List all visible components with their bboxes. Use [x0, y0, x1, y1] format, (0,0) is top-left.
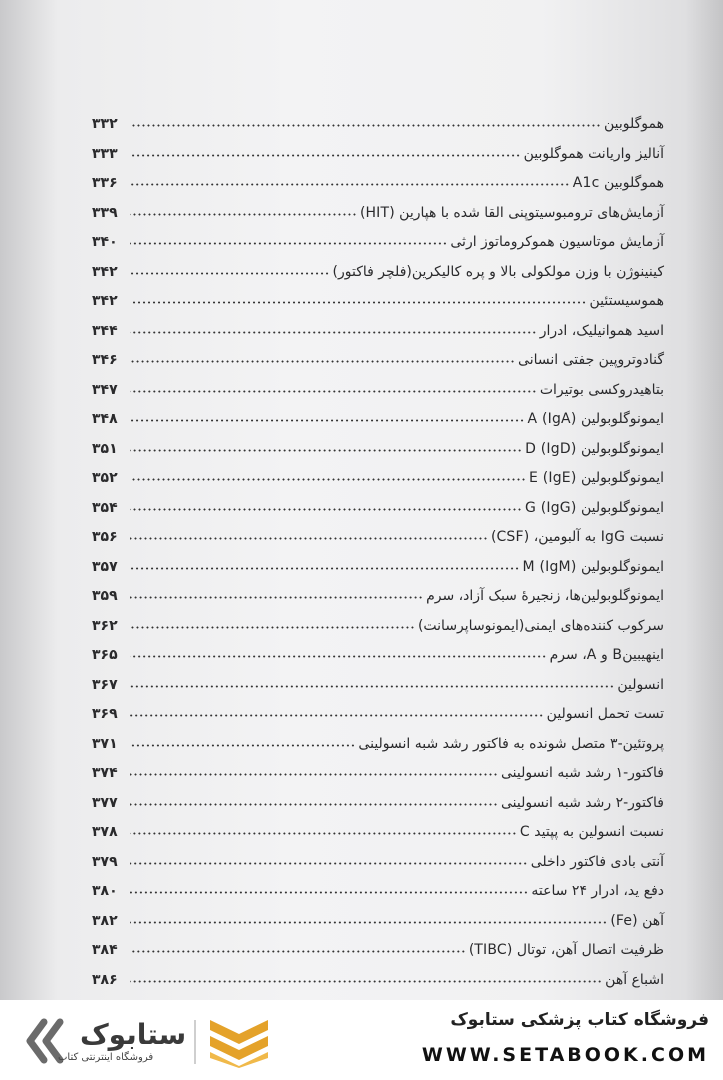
toc-entry — [92, 962, 664, 988]
setabook-logo-icon — [206, 1016, 272, 1068]
dot-leader — [130, 183, 570, 186]
dot-leader — [130, 124, 601, 127]
toc-entry-title: آزمایش موتاسیون هموکروماتوز ارثی — [450, 234, 664, 250]
toc-entry-title: ظرفیت اتصال آهن، توتال (TIBC) — [468, 942, 664, 958]
toc-entry — [92, 696, 664, 722]
toc-entry — [92, 431, 664, 457]
setabook-logo — [28, 1016, 278, 1068]
toc-entry-page-number: ۳۳۲ — [92, 116, 118, 132]
toc-entry — [92, 165, 664, 191]
toc-entry-page-number: ۳۴۴ — [92, 323, 118, 339]
toc-entry — [92, 106, 664, 132]
toc-entry-page-number: ۳۴۰ — [92, 234, 118, 250]
toc-entry — [92, 372, 664, 398]
toc-entry-title: اینهیبینB و A، سرم — [549, 647, 664, 663]
toc-entry — [92, 224, 664, 250]
toc-entry-page-number: ۳۶۷ — [92, 677, 118, 693]
store-name: فروشگاه کتاب پزشکی ستابوک — [450, 1010, 709, 1030]
toc-entry-title: دفع ید، ادرار ۲۴ ساعته — [531, 883, 664, 899]
dot-leader — [130, 154, 521, 157]
toc-entry-page-number: ۳۵۲ — [92, 470, 118, 486]
toc-entry-title: ایمونوگلوبولین D (IgD) — [525, 441, 664, 457]
dot-leader — [130, 213, 357, 216]
toc-entry — [92, 873, 664, 899]
toc-entry-title: هموگلوبین A1c — [572, 175, 664, 191]
logo-subtitle: فروشگاه اینترنتی کتاب — [58, 1052, 154, 1063]
dot-leader — [130, 508, 522, 511]
toc-entry-title: انسولین — [617, 677, 664, 693]
dot-leader — [130, 773, 498, 776]
toc-entry-page-number: ۳۴۸ — [92, 411, 118, 427]
dot-leader — [130, 980, 602, 983]
toc-entry-page-number: ۳۴۲ — [92, 293, 118, 309]
dot-leader — [130, 832, 517, 835]
toc-entry-page-number: ۳۸۴ — [92, 942, 118, 958]
toc-entry — [92, 254, 664, 280]
toc-entry — [92, 342, 664, 368]
toc-entry-title: ایمونوگلوبولین M (IgM) — [522, 559, 664, 575]
toc-entry-page-number: ۳۵۹ — [92, 588, 118, 604]
toc-entry-title: اشباع آهن — [605, 972, 664, 988]
logo-divider — [194, 1020, 196, 1064]
toc-entry — [92, 844, 664, 870]
dot-leader — [130, 626, 415, 629]
toc-entry-page-number: ۳۴۷ — [92, 382, 118, 398]
toc-entry-title: فاکتور-۲ رشد شبه انسولینی — [501, 795, 664, 811]
toc-entry-page-number: ۳۳۶ — [92, 175, 118, 191]
dot-leader — [130, 744, 355, 747]
dot-leader — [130, 360, 515, 363]
dot-leader — [130, 390, 537, 393]
toc-entry-title: نسبت انسولین به پپتید C — [519, 824, 664, 840]
dot-leader — [130, 803, 498, 806]
toc-entry-title: کینینوژن با وزن مولکولی بالا و پره کالیکرین(فلچر فاکتور) — [332, 264, 664, 280]
dot-leader — [130, 331, 537, 334]
toc-entry — [92, 313, 664, 339]
toc-entry-page-number: ۳۸۰ — [92, 883, 118, 899]
toc-entry-page-number: ۳۳۳ — [92, 146, 118, 162]
toc-entry — [92, 549, 664, 575]
toc-entry-page-number: ۳۵۶ — [92, 529, 118, 545]
toc-entry-title: هموگلوبین — [603, 116, 664, 132]
toc-entry-title: سرکوب کننده‌های ایمنی(ایمونوساپرسانت) — [417, 618, 664, 634]
toc-entry — [92, 136, 664, 162]
toc-entry — [92, 490, 664, 516]
toc-entry-page-number: ۳۷۱ — [92, 736, 118, 752]
toc-entry-page-number: ۳۸۶ — [92, 972, 118, 988]
toc-entry-page-number: ۳۷۹ — [92, 854, 118, 870]
dot-leader — [130, 242, 447, 245]
toc-entry-page-number: ۳۵۴ — [92, 500, 118, 516]
toc-entry — [92, 755, 664, 781]
toc-entry-page-number: ۳۴۶ — [92, 352, 118, 368]
toc-entry-page-number: ۳۳۹ — [92, 205, 118, 221]
dot-leader — [130, 891, 528, 894]
toc-entry — [92, 578, 664, 604]
dot-leader — [130, 714, 544, 717]
toc-entry-page-number: ۳۶۲ — [92, 618, 118, 634]
dot-leader — [130, 567, 520, 570]
toc-entry-page-number: ۳۷۴ — [92, 765, 118, 781]
toc-entry-title: نسبت IgG به آلبومین، (CSF) — [490, 529, 664, 545]
toc-entry — [92, 726, 664, 752]
toc-entry-title: آنتی بادی فاکتور داخلی — [530, 854, 664, 870]
dot-leader — [130, 596, 423, 599]
toc-entry-page-number: ۳۶۵ — [92, 647, 118, 663]
toc-entry-title: پروتئین-۳ متصل شونده به فاکتور رشد شبه انسولینی — [358, 736, 664, 752]
toc-entry-title: ایمونوگلوبولین A (IgA) — [527, 411, 664, 427]
toc-entry-title: هموسیستئین — [589, 293, 664, 309]
toc-entry-page-number: ۳۷۷ — [92, 795, 118, 811]
dot-leader — [130, 449, 522, 452]
toc-entry — [92, 519, 664, 545]
toc-entry — [92, 903, 664, 929]
toc-entry — [92, 283, 664, 309]
toc-entry — [92, 637, 664, 663]
dot-leader — [130, 655, 547, 658]
dot-leader — [130, 419, 525, 422]
toc-entry-page-number: ۳۵۱ — [92, 441, 118, 457]
toc-entry-page-number: ۳۴۲ — [92, 264, 118, 280]
toc-entry-title: اسید هموانیلیک، ادرار — [539, 323, 664, 339]
toc-entry — [92, 814, 664, 840]
toc-entry-title: تست تحمل انسولین — [546, 706, 664, 722]
dot-leader — [130, 272, 330, 275]
dot-leader — [130, 950, 466, 953]
toc-entry-title: آهن (Fe) — [610, 913, 664, 929]
dot-leader — [130, 301, 587, 304]
toc-entry-title: ایمونوگلوبولین E (IgE) — [529, 470, 664, 486]
toc-entry — [92, 932, 664, 958]
toc-entry-page-number: ۳۷۸ — [92, 824, 118, 840]
toc-entry — [92, 785, 664, 811]
toc-entry — [92, 195, 664, 221]
toc-entry-page-number: ۳۵۷ — [92, 559, 118, 575]
dot-leader — [130, 478, 526, 481]
toc-entry-title: آنالیز واریانت هموگلوبین — [523, 146, 664, 162]
toc-entry-page-number: ۳۸۲ — [92, 913, 118, 929]
toc-entry — [92, 608, 664, 634]
toc-entry — [92, 460, 664, 486]
dot-leader — [130, 921, 607, 924]
store-footer-banner — [0, 1000, 723, 1080]
toc-entry-title: آزمایش‌های ترومبوسیتوپنی القا شده با هپارین (HIT) — [359, 205, 664, 221]
toc-entry-page-number: ۳۶۹ — [92, 706, 118, 722]
dot-leader — [130, 862, 528, 865]
toc-entry — [92, 667, 664, 693]
toc-entry-title: فاکتور-۱ رشد شبه انسولینی — [501, 765, 664, 781]
toc-entry-title: ایمونوگلوبولین‌ها، زنجیرهٔ سبک آزاد، سرم — [426, 588, 664, 604]
logo-wordmark: ستابوک — [80, 1018, 187, 1051]
toc-entry-title: بتاهیدروکسی بوتیرات — [539, 382, 664, 398]
toc-entry-title: گنادوتروپین جفتی انسانی — [518, 352, 664, 368]
store-url[interactable]: WWW.SETABOOK.COM — [421, 1044, 709, 1066]
toc-entry — [92, 401, 664, 427]
dot-leader — [130, 537, 488, 540]
dot-leader — [130, 685, 614, 688]
toc-entry-title: ایمونوگلوبولین G (IgG) — [525, 500, 664, 516]
